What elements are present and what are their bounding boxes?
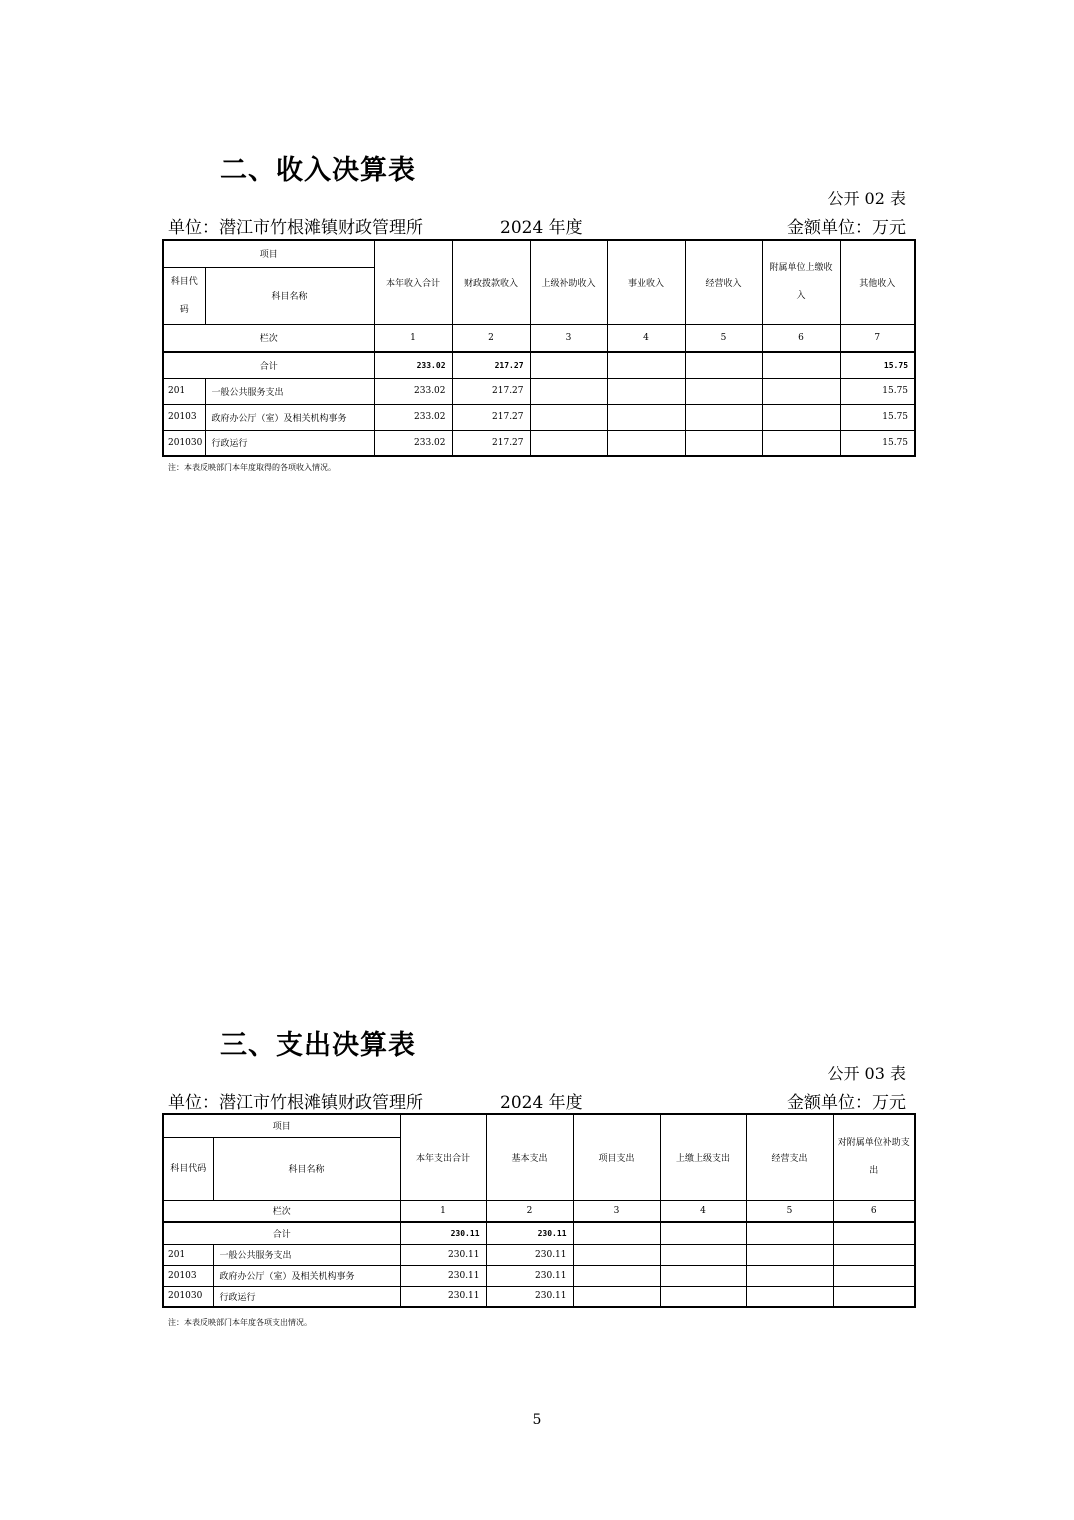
income-row-code: 201	[163, 378, 205, 404]
income-meta	[168, 213, 906, 237]
income-note: 注：本表反映部门本年度取得的各项收入情况。	[168, 463, 336, 472]
expense-total-label: 合计	[163, 1222, 400, 1244]
expense-unit: 单位：潜江市竹根滩镇财政管理所	[168, 1093, 423, 1113]
income-cell	[607, 404, 685, 430]
income-header-col-4: 事业收入	[607, 240, 685, 324]
income-total-cell	[607, 352, 685, 378]
income-cell	[607, 378, 685, 404]
income-header-col-6: 附属单位上缴收入	[762, 240, 840, 324]
income-money-unit: 金额单位：万元	[787, 218, 906, 238]
income-cell	[685, 378, 762, 404]
expense-header-col-2: 基本支出	[486, 1114, 573, 1200]
expense-total-cell: 230.11	[400, 1222, 486, 1244]
table-row	[163, 1265, 915, 1286]
expense-row-index-num: 2	[486, 1200, 573, 1222]
income-cell: 217.27	[452, 378, 530, 404]
expense-money-unit: 金额单位：万元	[787, 1093, 906, 1113]
income-total-label: 合计	[163, 352, 374, 378]
expense-cell	[573, 1286, 660, 1307]
expense-row-code: 201030	[163, 1286, 213, 1307]
expense-cell: 230.11	[400, 1286, 486, 1307]
income-row-index-num: 5	[685, 324, 762, 352]
expense-cell	[573, 1244, 660, 1265]
expense-row-index-num: 5	[746, 1200, 833, 1222]
table-row	[163, 378, 915, 404]
income-header-col-1: 本年收入合计	[374, 240, 452, 324]
table-row	[163, 404, 915, 430]
expense-header-subject-name: 科目名称	[213, 1137, 400, 1200]
expense-header-subject-code: 科目代码	[163, 1137, 213, 1200]
expense-cell: 230.11	[486, 1244, 573, 1265]
income-row-index-num: 1	[374, 324, 452, 352]
income-row-index-num: 4	[607, 324, 685, 352]
expense-note: 注：本表反映部门本年度各项支出情况。	[168, 1318, 312, 1327]
income-title: 二、收入决算表	[220, 155, 416, 186]
income-cell: 15.75	[840, 404, 915, 430]
income-header-project: 项目	[163, 240, 374, 267]
expense-title: 三、支出决算表	[220, 1030, 416, 1061]
income-cell: 217.27	[452, 404, 530, 430]
expense-table-code: 公开 03 表	[827, 1064, 906, 1083]
income-header-subject-code: 科目代码	[163, 267, 205, 324]
income-cell	[530, 430, 607, 456]
income-cell	[685, 430, 762, 456]
expense-row-index-label: 栏次	[163, 1200, 400, 1222]
income-row-index-label: 栏次	[163, 324, 374, 352]
income-cell: 233.02	[374, 430, 452, 456]
expense-total-cell: 230.11	[486, 1222, 573, 1244]
income-cell	[685, 404, 762, 430]
table-row	[163, 430, 915, 456]
expense-row-index-num: 6	[833, 1200, 915, 1222]
expense-total-cell	[833, 1222, 915, 1244]
income-row-code: 20103	[163, 404, 205, 430]
expense-cell: 230.11	[400, 1244, 486, 1265]
expense-cell: 230.11	[400, 1265, 486, 1286]
expense-cell	[660, 1286, 746, 1307]
expense-table	[162, 1113, 916, 1308]
expense-cell: 230.11	[486, 1265, 573, 1286]
income-cell	[530, 378, 607, 404]
expense-row-name: 行政运行	[213, 1286, 400, 1307]
expense-cell	[573, 1265, 660, 1286]
expense-row-index-num: 4	[660, 1200, 746, 1222]
income-year: 2024 年度	[500, 218, 583, 238]
expense-header-col-4: 上缴上级支出	[660, 1114, 746, 1200]
income-total-cell	[685, 352, 762, 378]
income-cell	[762, 378, 840, 404]
table-row	[163, 1286, 915, 1307]
income-table-code: 公开 02 表	[827, 189, 906, 208]
expense-meta	[168, 1088, 906, 1112]
expense-row-name: 政府办公厅（室）及相关机构事务	[213, 1265, 400, 1286]
expense-header-col-1: 本年支出合计	[400, 1114, 486, 1200]
page-number: 5	[532, 1412, 542, 1428]
income-cell	[607, 430, 685, 456]
income-section	[162, 140, 914, 490]
expense-section	[162, 1015, 914, 1345]
expense-cell	[660, 1265, 746, 1286]
income-row-code: 201030	[163, 430, 205, 456]
income-row-name: 行政运行	[205, 430, 374, 456]
expense-cell	[746, 1286, 833, 1307]
expense-cell	[833, 1265, 915, 1286]
expense-row-code: 201	[163, 1244, 213, 1265]
expense-cell	[833, 1244, 915, 1265]
expense-total-cell	[746, 1222, 833, 1244]
income-total-cell	[530, 352, 607, 378]
income-total-cell: 233.02	[374, 352, 452, 378]
expense-cell	[746, 1265, 833, 1286]
expense-row-code: 20103	[163, 1265, 213, 1286]
expense-row-index-num: 1	[400, 1200, 486, 1222]
income-unit: 单位：潜江市竹根滩镇财政管理所	[168, 218, 423, 238]
expense-total-cell	[660, 1222, 746, 1244]
income-total-cell	[762, 352, 840, 378]
income-header-col-2: 财政拨款收入	[452, 240, 530, 324]
income-cell: 217.27	[452, 430, 530, 456]
expense-cell	[660, 1244, 746, 1265]
income-header-col-7: 其他收入	[840, 240, 915, 324]
income-cell	[530, 404, 607, 430]
table-row	[163, 1244, 915, 1265]
expense-total-cell	[573, 1222, 660, 1244]
income-header-col-5: 经营收入	[685, 240, 762, 324]
expense-cell	[746, 1244, 833, 1265]
income-row-index-num: 7	[840, 324, 915, 352]
expense-cell: 230.11	[486, 1286, 573, 1307]
income-cell: 233.02	[374, 378, 452, 404]
income-row-index-num: 2	[452, 324, 530, 352]
expense-header-col-3: 项目支出	[573, 1114, 660, 1200]
income-cell	[762, 430, 840, 456]
income-row-name: 政府办公厅（室）及相关机构事务	[205, 404, 374, 430]
income-header-col-3: 上级补助收入	[530, 240, 607, 324]
expense-year: 2024 年度	[500, 1093, 583, 1113]
expense-row-name: 一般公共服务支出	[213, 1244, 400, 1265]
income-cell: 15.75	[840, 430, 915, 456]
expense-header-col-6: 对附属单位补助支出	[833, 1114, 915, 1200]
income-cell	[762, 404, 840, 430]
income-header-subject-name: 科目名称	[205, 267, 374, 324]
income-row-index-num: 6	[762, 324, 840, 352]
income-total-cell: 15.75	[840, 352, 915, 378]
expense-header-col-5: 经营支出	[746, 1114, 833, 1200]
income-cell: 15.75	[840, 378, 915, 404]
income-row-name: 一般公共服务支出	[205, 378, 374, 404]
income-row-index-num: 3	[530, 324, 607, 352]
expense-header-project: 项目	[163, 1114, 400, 1137]
expense-cell	[833, 1286, 915, 1307]
income-cell: 233.02	[374, 404, 452, 430]
income-total-cell: 217.27	[452, 352, 530, 378]
expense-row-index-num: 3	[573, 1200, 660, 1222]
income-table	[162, 239, 916, 457]
